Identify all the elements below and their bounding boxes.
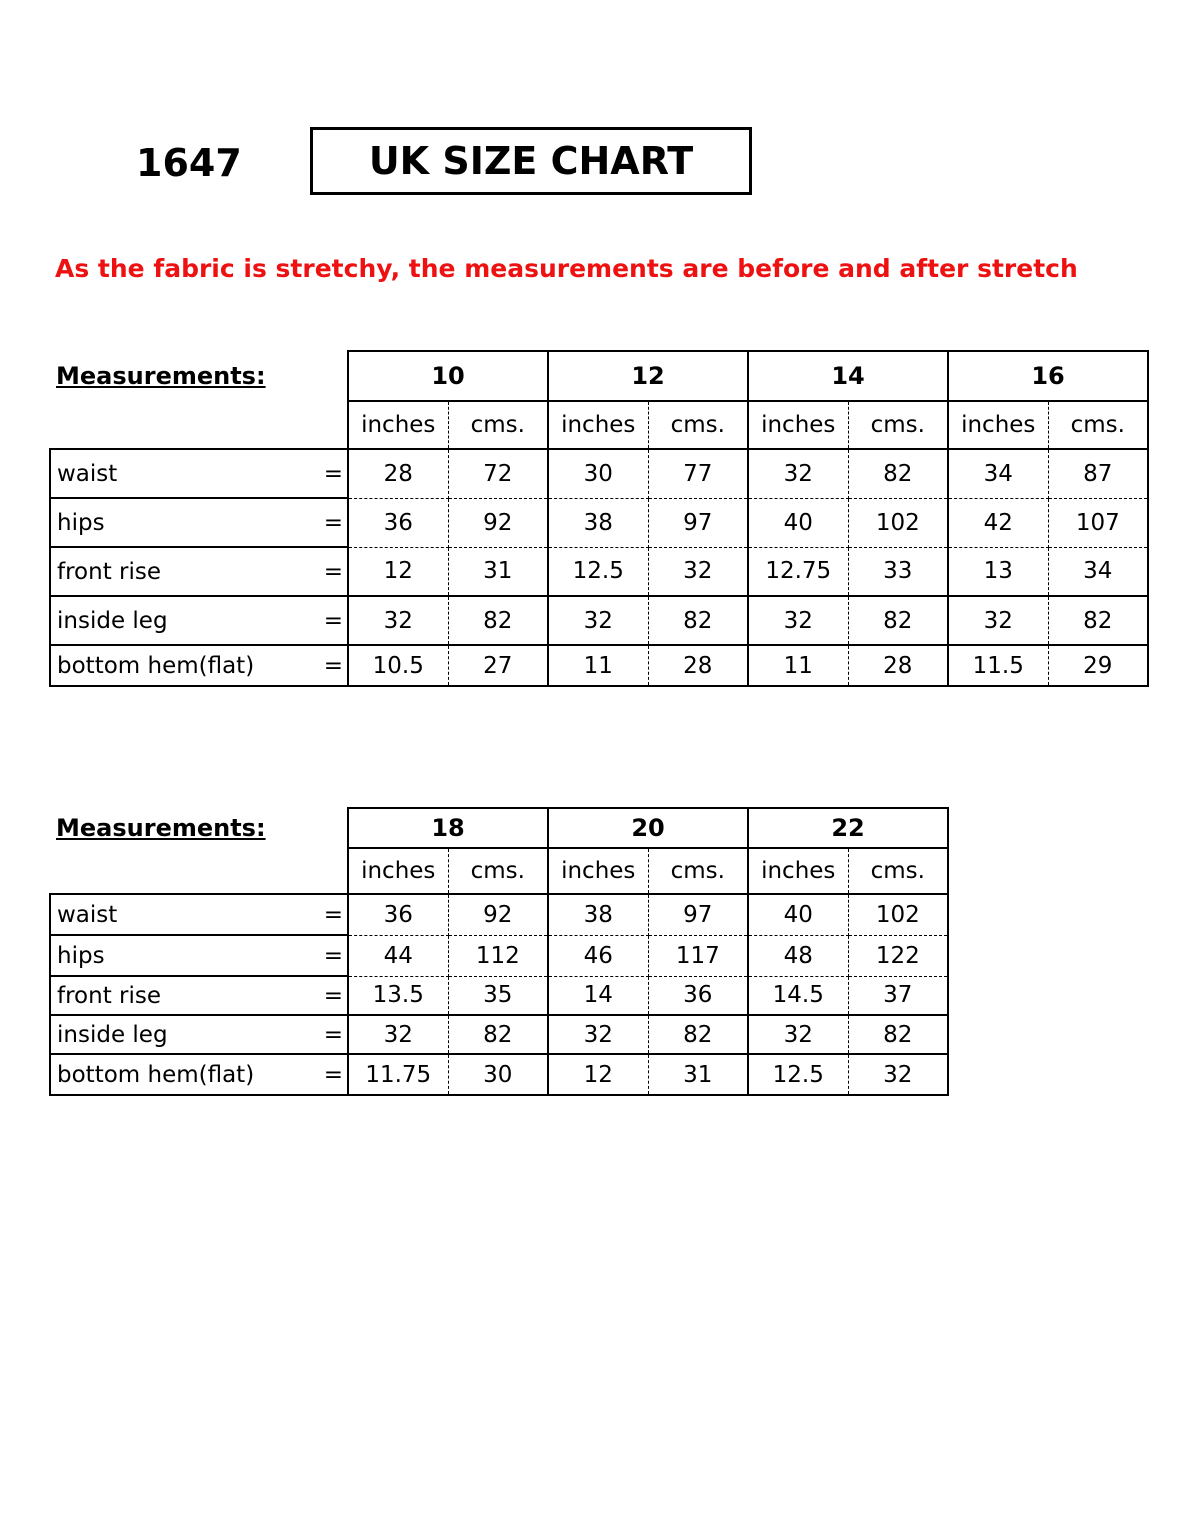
value-inches: 10.5 (348, 645, 448, 686)
unit-cms: cms. (648, 401, 748, 449)
value-cms: 122 (848, 935, 948, 976)
unit-cms: cms. (648, 848, 748, 894)
value-cms: 32 (648, 547, 748, 596)
unit-inches: inches (948, 401, 1048, 449)
value-inches: 32 (748, 1015, 848, 1054)
unit-cms: cms. (1048, 401, 1148, 449)
equals-sign: = (308, 596, 348, 645)
equals-sign: = (308, 498, 348, 547)
size-header: 10 (348, 351, 548, 401)
value-inches: 12.75 (748, 547, 848, 596)
value-inches: 14.5 (748, 976, 848, 1015)
equals-sign: = (308, 976, 348, 1015)
value-cms: 107 (1048, 498, 1148, 547)
value-inches: 11 (548, 645, 648, 686)
value-cms: 35 (448, 976, 548, 1015)
value-inches: 32 (348, 596, 448, 645)
value-inches: 36 (348, 894, 448, 935)
value-inches: 38 (548, 894, 648, 935)
table-row (50, 894, 948, 935)
row-label: front rise (50, 547, 308, 596)
value-cms: 27 (448, 645, 548, 686)
row-label: inside leg (50, 1015, 308, 1054)
size-header: 16 (948, 351, 1148, 401)
value-inches: 34 (948, 449, 1048, 498)
value-cms: 29 (1048, 645, 1148, 686)
value-cms: 82 (648, 596, 748, 645)
value-cms: 82 (1048, 596, 1148, 645)
table-row (50, 1015, 948, 1054)
unit-cms: cms. (448, 401, 548, 449)
value-inches: 32 (548, 1015, 648, 1054)
table-row (50, 1054, 948, 1095)
size-table-1 (49, 350, 1149, 687)
value-cms: 28 (648, 645, 748, 686)
unit-cms: cms. (448, 848, 548, 894)
size-table-2 (49, 807, 949, 1096)
unit-cms: cms. (848, 401, 948, 449)
size-header: 20 (548, 808, 748, 848)
value-inches: 13.5 (348, 976, 448, 1015)
value-inches: 32 (948, 596, 1048, 645)
value-cms: 112 (448, 935, 548, 976)
size-header: 18 (348, 808, 548, 848)
measurements-label: Measurements: (56, 814, 266, 842)
row-label: inside leg (50, 596, 308, 645)
table-row (50, 498, 1148, 547)
value-inches: 32 (548, 596, 648, 645)
value-cms: 37 (848, 976, 948, 1015)
value-inches: 40 (748, 894, 848, 935)
measurements-label: Measurements: (56, 362, 266, 390)
table-row (50, 596, 1148, 645)
value-cms: 102 (848, 894, 948, 935)
row-label: waist (50, 449, 308, 498)
value-cms: 82 (848, 1015, 948, 1054)
value-inches: 46 (548, 935, 648, 976)
table-row (50, 547, 1148, 596)
value-cms: 36 (648, 976, 748, 1015)
value-cms: 31 (448, 547, 548, 596)
value-inches: 12 (548, 1054, 648, 1095)
value-inches: 32 (348, 1015, 448, 1054)
value-inches: 12.5 (548, 547, 648, 596)
value-inches: 38 (548, 498, 648, 547)
unit-inches: inches (748, 848, 848, 894)
table-row (50, 645, 1148, 686)
size-header: 22 (748, 808, 948, 848)
value-inches: 13 (948, 547, 1048, 596)
value-inches: 32 (748, 596, 848, 645)
table-row (50, 449, 1148, 498)
stretch-note: As the fabric is stretchy, the measurements are before and after stretch (55, 254, 1078, 283)
value-cms: 82 (648, 1015, 748, 1054)
value-cms: 28 (848, 645, 948, 686)
value-cms: 92 (448, 498, 548, 547)
row-label: bottom hem(flat) (50, 1054, 308, 1095)
unit-inches: inches (548, 848, 648, 894)
value-cms: 72 (448, 449, 548, 498)
equals-sign: = (308, 1054, 348, 1095)
row-label: waist (50, 894, 308, 935)
unit-inches: inches (348, 401, 448, 449)
value-cms: 32 (848, 1054, 948, 1095)
value-cms: 82 (848, 449, 948, 498)
value-cms: 82 (448, 1015, 548, 1054)
value-cms: 102 (848, 498, 948, 547)
value-cms: 82 (448, 596, 548, 645)
value-cms: 82 (848, 596, 948, 645)
value-cms: 97 (648, 894, 748, 935)
equals-sign: = (308, 547, 348, 596)
row-label: hips (50, 935, 308, 976)
size-header: 14 (748, 351, 948, 401)
value-cms: 92 (448, 894, 548, 935)
style-code: 1647 (136, 141, 242, 185)
value-cms: 117 (648, 935, 748, 976)
value-inches: 28 (348, 449, 448, 498)
value-inches: 14 (548, 976, 648, 1015)
unit-inches: inches (348, 848, 448, 894)
value-cms: 77 (648, 449, 748, 498)
value-inches: 11.75 (348, 1054, 448, 1095)
value-inches: 12.5 (748, 1054, 848, 1095)
equals-sign: = (308, 894, 348, 935)
value-cms: 97 (648, 498, 748, 547)
value-cms: 87 (1048, 449, 1148, 498)
unit-inches: inches (748, 401, 848, 449)
value-inches: 32 (748, 449, 848, 498)
row-label: hips (50, 498, 308, 547)
value-inches: 11.5 (948, 645, 1048, 686)
value-inches: 11 (748, 645, 848, 686)
page-title: UK SIZE CHART (310, 127, 752, 195)
size-header: 12 (548, 351, 748, 401)
value-inches: 30 (548, 449, 648, 498)
equals-sign: = (308, 645, 348, 686)
value-inches: 44 (348, 935, 448, 976)
value-inches: 36 (348, 498, 448, 547)
equals-sign: = (308, 449, 348, 498)
row-label: bottom hem(flat) (50, 645, 308, 686)
value-cms: 34 (1048, 547, 1148, 596)
table-row (50, 935, 948, 976)
unit-cms: cms. (848, 848, 948, 894)
value-cms: 30 (448, 1054, 548, 1095)
value-cms: 33 (848, 547, 948, 596)
value-inches: 42 (948, 498, 1048, 547)
equals-sign: = (308, 935, 348, 976)
table-row (50, 976, 948, 1015)
unit-inches: inches (548, 401, 648, 449)
row-label: front rise (50, 976, 308, 1015)
value-inches: 48 (748, 935, 848, 976)
value-inches: 12 (348, 547, 448, 596)
equals-sign: = (308, 1015, 348, 1054)
value-cms: 31 (648, 1054, 748, 1095)
value-inches: 40 (748, 498, 848, 547)
